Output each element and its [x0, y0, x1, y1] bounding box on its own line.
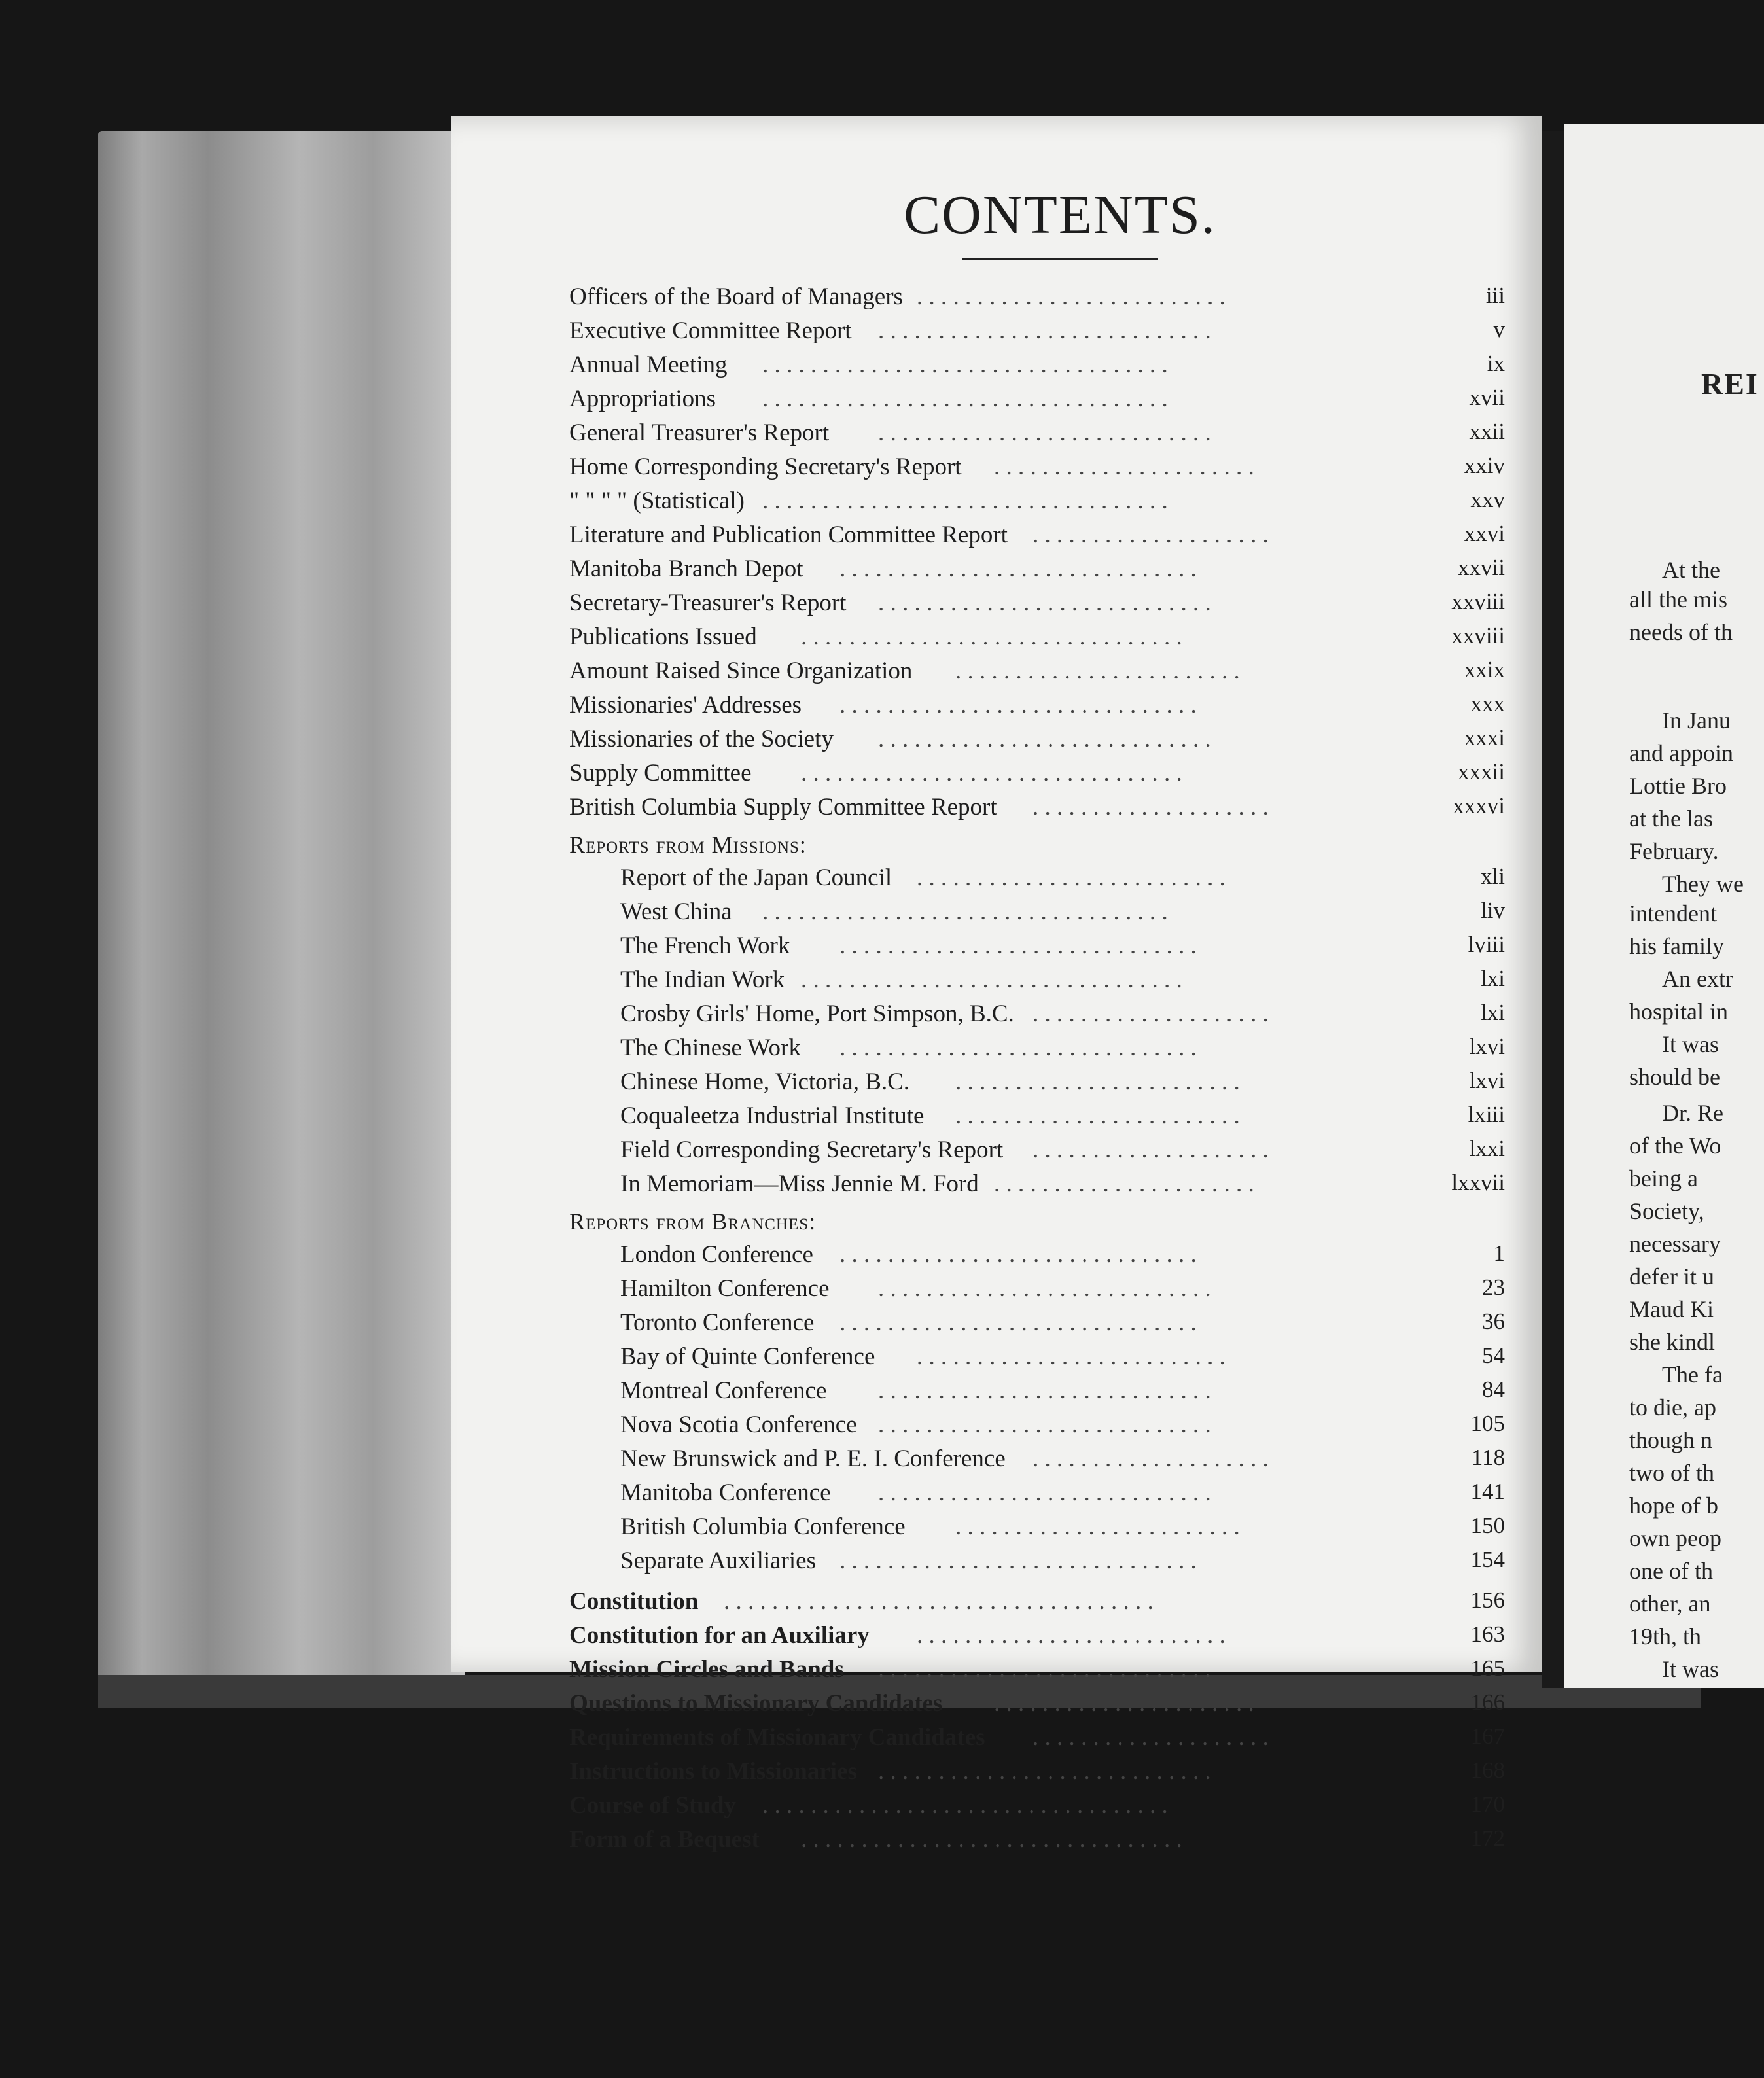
- toc-entry-page: iii: [1485, 283, 1505, 308]
- toc-entry-page: lxxvii: [1451, 1170, 1505, 1195]
- toc-entry-page: lxiii: [1468, 1102, 1505, 1127]
- dot-leader: . . . . . . . . . . . . . . . . . . . . . . . . . . . .: [878, 1479, 1211, 1506]
- toc-entry-label: Secretary-Treasurer's Report: [569, 590, 847, 616]
- toc-entry: [569, 1544, 1505, 1578]
- toc-entry: [569, 756, 1505, 790]
- dot-leader: . . . . . . . . . . . . . . . . . . . . . . . . . . . . . . . . . .: [762, 351, 1168, 378]
- dot-leader: . . . . . . . . . . . . . . . . . . . .: [1032, 1000, 1269, 1027]
- toc-entry-label: In Memoriam—Miss Jennie M. Ford: [620, 1171, 979, 1197]
- toc-entry-label: Requirements of Missionary Candidates: [569, 1724, 985, 1751]
- dot-leader: . . . . . . . . . . . . . . . . . . . .: [1032, 521, 1269, 548]
- toc-section-heading: Reports from Missions:: [569, 832, 807, 858]
- dot-leader: . . . . . . . . . . . . . . . . . . . . . . . . . . . . . .: [839, 555, 1197, 582]
- toc-entry-label: Toronto Conference: [620, 1309, 815, 1336]
- right-page-heading: REI: [1701, 367, 1759, 400]
- right-page-line: to die, ap: [1629, 1394, 1716, 1420]
- toc-entry-page: xxviii: [1451, 589, 1505, 614]
- toc-entry: [569, 552, 1505, 586]
- toc-entry-page: xxviii: [1451, 623, 1505, 648]
- right-page-line: Dr. Re: [1662, 1100, 1723, 1126]
- toc-entry-page: 172: [1470, 1825, 1505, 1851]
- dot-leader: . . . . . . . . . . . . . . . . . . . . . . . .: [955, 658, 1240, 684]
- toc-entry-page: lxxi: [1469, 1136, 1505, 1161]
- dot-leader: . . . . . . . . . . . . . . . . . . . . . . . . . . . . . . . . . .: [762, 1792, 1168, 1819]
- toc-entry: [569, 861, 1505, 895]
- toc-entry-label: West China: [620, 898, 732, 925]
- toc-section-heading: Reports from Branches:: [569, 1208, 817, 1235]
- toc-entry-label: British Columbia Conference: [620, 1513, 906, 1540]
- toc-entry-page: xxvii: [1458, 555, 1505, 580]
- right-page-line: Maud Ki: [1629, 1296, 1714, 1322]
- toc-entry-label: Field Corresponding Secretary's Report: [620, 1136, 1004, 1163]
- right-page-line: of the Wo: [1629, 1133, 1721, 1159]
- dot-leader: . . . . . . . . . . . . . . . . . . . . . . . . . . . . . . . .: [801, 966, 1182, 993]
- right-page-line: The fa: [1662, 1362, 1723, 1388]
- toc-entry-label: Form of a Bequest: [569, 1826, 760, 1853]
- right-page-line: his family: [1629, 933, 1724, 959]
- toc-entry-label: The Indian Work: [620, 966, 785, 993]
- toc-entry-page: liv: [1481, 898, 1505, 923]
- toc-entry: [569, 1755, 1505, 1789]
- right-page-line: though n: [1629, 1427, 1713, 1453]
- dot-leader: . . . . . . . . . . . . . . . . . . . . . . . . . . . .: [878, 1275, 1211, 1302]
- toc-entry-page: lviii: [1468, 932, 1505, 957]
- dot-leader: . . . . . . . . . . . . . . . . . . . . . .: [994, 453, 1254, 480]
- toc-entry-page: ix: [1487, 351, 1505, 376]
- toc-entry: [569, 1099, 1505, 1133]
- right-page-line: intendent: [1629, 900, 1717, 926]
- toc-entry-label: Mission Circles and Bands: [569, 1656, 844, 1683]
- toc-entry: [569, 1031, 1505, 1065]
- dot-leader: . . . . . . . . . . . . . . . . . . . . . . . . . . . . . . . . . .: [762, 385, 1168, 412]
- toc-entry: [569, 1133, 1505, 1167]
- toc-entry: [569, 280, 1505, 314]
- dot-leader: . . . . . . . . . . . . . . . . . . . . . . . . . . . . . . . . . . . .: [724, 1588, 1154, 1615]
- toc-entry-label: General Treasurer's Report: [569, 419, 830, 446]
- toc-entry: [569, 1306, 1505, 1340]
- toc-entry-page: 156: [1470, 1587, 1505, 1613]
- toc-entry-label: Report of the Japan Council: [620, 864, 892, 891]
- dot-leader: . . . . . . . . . . . . . . . . . . . . . . . . . . . .: [878, 590, 1211, 616]
- toc-entry: [569, 1476, 1505, 1510]
- toc-entry-page: xxxvi: [1453, 793, 1505, 819]
- toc-entry: [569, 1585, 1505, 1619]
- right-page-line: In Janu: [1662, 707, 1731, 733]
- toc-entry: [569, 1408, 1505, 1442]
- right-page-line: defer it u: [1629, 1263, 1714, 1290]
- toc-entry: [569, 722, 1505, 756]
- toc-entry-page: xxiv: [1464, 453, 1505, 478]
- toc-entry-label: Coqualeetza Industrial Institute: [620, 1102, 925, 1129]
- toc-entry: [569, 314, 1505, 348]
- right-page-line: should be: [1629, 1064, 1720, 1090]
- dot-leader: . . . . . . . . . . . . . . . . . . . . . . . . . . . .: [878, 726, 1211, 752]
- toc-entry-page: lxi: [1481, 966, 1505, 991]
- dot-leader: . . . . . . . . . . . . . . . . . . . .: [1032, 1445, 1269, 1472]
- toc-entry-label: Montreal Conference: [620, 1377, 827, 1404]
- book-page-edges: [98, 131, 465, 1701]
- toc-entry: [569, 997, 1505, 1031]
- dot-leader: . . . . . . . . . . . . . . . . . . . .: [1032, 794, 1269, 820]
- toc-entry-page: 167: [1470, 1723, 1505, 1749]
- toc-entry-label: " " " " (Statistical): [569, 487, 745, 514]
- toc-entry-page: 170: [1470, 1791, 1505, 1817]
- toc-entry: [569, 1167, 1505, 1201]
- right-page-line: at the las: [1629, 805, 1713, 832]
- dot-leader: . . . . . . . . . . . . . . . . . . . . . . . . . .: [917, 864, 1226, 891]
- toc-entry-label: Publications Issued: [569, 624, 757, 650]
- toc-entry: [569, 1238, 1505, 1272]
- toc-entry-page: lxi: [1481, 1000, 1505, 1025]
- dot-leader: . . . . . . . . . . . . . . . . . . . . . . . . . . . . . . . . . .: [762, 898, 1168, 925]
- dot-leader: . . . . . . . . . . . . . . . . . . . .: [1032, 1724, 1269, 1751]
- dot-leader: . . . . . . . . . . . . . . . . . . . . . . . . . . . . . . . .: [801, 624, 1182, 650]
- toc-entry-page: v: [1493, 317, 1505, 342]
- toc-entry: [569, 1789, 1505, 1823]
- right-page-line: They we: [1662, 871, 1744, 897]
- toc-entry-page: 84: [1482, 1377, 1505, 1402]
- toc-entry: [569, 1442, 1505, 1476]
- dot-leader: . . . . . . . . . . . . . . . . . . . . . . . .: [955, 1513, 1240, 1540]
- toc-entry-page: xxx: [1470, 691, 1505, 716]
- dot-leader: . . . . . . . . . . . . . . . . . . . . . . . . . . . . . . . . . .: [762, 487, 1168, 514]
- right-page-line: At the: [1662, 557, 1720, 583]
- dot-leader: . . . . . . . . . . . . . . . . . . . . . . . . . . . .: [878, 1377, 1211, 1404]
- toc-entry: [569, 1510, 1505, 1544]
- toc-entry: [569, 586, 1505, 620]
- toc-entry-page: 118: [1471, 1445, 1505, 1470]
- toc-entry-label: Missionaries' Addresses: [569, 692, 802, 718]
- toc-entry: [569, 1340, 1505, 1374]
- toc-entry-label: Nova Scotia Conference: [620, 1411, 857, 1438]
- right-page-line: one of th: [1629, 1558, 1713, 1584]
- toc-entry: [569, 895, 1505, 929]
- toc-entry-label: Supply Committee: [569, 760, 752, 786]
- book-gutter: [1542, 131, 1564, 1688]
- right-page-line: hope of b: [1629, 1492, 1718, 1519]
- dot-leader: . . . . . . . . . . . . . . . . . . . . . . . . . . . . . .: [839, 1241, 1197, 1268]
- right-page-line: needs of th: [1629, 619, 1733, 645]
- right-page-line: being a: [1629, 1165, 1698, 1191]
- toc-entry-label: Missionaries of the Society: [569, 726, 834, 752]
- dot-leader: . . . . . . . . . . . . . . . . . . . . . . . . . . . . . .: [839, 1309, 1197, 1336]
- right-page-line: she kindl: [1629, 1329, 1715, 1355]
- toc-entry-page: 36: [1482, 1309, 1505, 1334]
- toc-entry: [569, 348, 1505, 382]
- toc-entry-page: xxv: [1470, 487, 1505, 512]
- dot-leader: . . . . . . . . . . . . . . . . . . . . . . . . . . . . . .: [839, 1034, 1197, 1061]
- toc-entry: [569, 484, 1505, 518]
- right-page-line: Lottie Bro: [1629, 773, 1727, 799]
- right-page-line: two of th: [1629, 1460, 1714, 1486]
- dot-leader: . . . . . . . . . . . . . . . . . . . . . . . . . . . .: [878, 1411, 1211, 1438]
- toc-entry-page: xxxii: [1458, 759, 1505, 784]
- dot-leader: . . . . . . . . . . . . . . . . . . . . . . . . . .: [917, 1622, 1226, 1649]
- right-page-line: own peop: [1629, 1525, 1721, 1551]
- toc-entry: [569, 1374, 1505, 1408]
- toc-entry: [569, 1653, 1505, 1687]
- toc-entry-label: Crosby Girls' Home, Port Simpson, B.C.: [620, 1000, 1014, 1027]
- spacer: [569, 1578, 1505, 1585]
- dot-leader: . . . . . . . . . . . . . . . . . . . . . . . . . . . .: [878, 419, 1211, 446]
- toc-entry-label: The Chinese Work: [620, 1034, 801, 1061]
- toc-entry-label: Questions to Missionary Candidates: [569, 1690, 943, 1717]
- toc-entry-label: Executive Committee Report: [569, 317, 852, 344]
- toc-entry: [569, 1272, 1505, 1306]
- toc-entry-page: 54: [1482, 1343, 1505, 1368]
- toc-entry-label: Manitoba Conference: [620, 1479, 831, 1506]
- toc-entry-page: 150: [1470, 1513, 1505, 1538]
- toc-entry-page: 105: [1470, 1411, 1505, 1436]
- dot-leader: . . . . . . . . . . . . . . . . . . . . . . . .: [955, 1102, 1240, 1129]
- contents-heading-block: [824, 183, 1296, 260]
- right-page-line: all the mis: [1629, 586, 1727, 612]
- toc-entry-page: xxxi: [1464, 725, 1505, 750]
- dot-leader: . . . . . . . . . . . . . . . . . . . . . .: [994, 1171, 1254, 1197]
- toc-entry-label: Amount Raised Since Organization: [569, 658, 913, 684]
- toc-entry: [569, 1823, 1505, 1857]
- toc-entry-label: Hamilton Conference: [620, 1275, 830, 1302]
- toc-entry-page: 163: [1470, 1621, 1505, 1647]
- dot-leader: . . . . . . . . . . . . . . . . . . . . . . . . . . . . . .: [839, 932, 1197, 959]
- toc-entry-label: Home Corresponding Secretary's Report: [569, 453, 962, 480]
- dot-leader: . . . . . . . . . . . . . . . . . . . .: [1032, 1136, 1269, 1163]
- right-page-line: necessary: [1629, 1231, 1721, 1257]
- toc-entry: [569, 654, 1505, 688]
- dot-leader: . . . . . . . . . . . . . . . . . . . . . . . . . . . . . .: [839, 692, 1197, 718]
- toc-entry: [569, 963, 1505, 997]
- dot-leader: . . . . . . . . . . . . . . . . . . . . . . . . . .: [917, 1343, 1226, 1370]
- toc-entry-page: 1: [1493, 1241, 1505, 1266]
- toc-entry: [569, 790, 1505, 824]
- toc-entry-page: 165: [1470, 1655, 1505, 1681]
- toc-entry-page: xli: [1481, 864, 1505, 889]
- right-page-line: and appoin: [1629, 740, 1733, 766]
- toc-entry-page: 141: [1470, 1479, 1505, 1504]
- dot-leader: . . . . . . . . . . . . . . . . . . . . . . . .: [955, 1068, 1240, 1095]
- right-page-line: An extr: [1662, 966, 1733, 992]
- dot-leader: . . . . . . . . . . . . . . . . . . . . . . . . . . . .: [878, 317, 1211, 344]
- page-title: CONTENTS.: [904, 185, 1216, 245]
- toc-entry-page: lxvi: [1469, 1068, 1505, 1093]
- toc-entry: [569, 620, 1505, 654]
- toc-entry-label: The French Work: [620, 932, 790, 959]
- toc-entry-page: 168: [1470, 1757, 1505, 1783]
- toc-entry: [569, 382, 1505, 416]
- dot-leader: . . . . . . . . . . . . . . . . . . . . . . . . . .: [917, 283, 1226, 310]
- toc-entry-label: Manitoba Branch Depot: [569, 555, 803, 582]
- toc-entry: [569, 1687, 1505, 1721]
- toc-entry: [569, 416, 1505, 450]
- toc-entry-label: Constitution: [569, 1588, 699, 1615]
- right-page-line: It was: [1662, 1656, 1719, 1682]
- toc-entry: [569, 1721, 1505, 1755]
- toc-entry-label: Appropriations: [569, 385, 716, 412]
- toc-entry-page: xxii: [1469, 419, 1505, 444]
- dot-leader: . . . . . . . . . . . . . . . . . . . . . .: [994, 1690, 1254, 1717]
- table-of-contents: [569, 280, 1505, 1857]
- toc-entry-page: 23: [1482, 1275, 1505, 1300]
- title-rule: [962, 258, 1158, 260]
- dot-leader: . . . . . . . . . . . . . . . . . . . . . . . . . . . .: [878, 1758, 1211, 1785]
- toc-entry-label: British Columbia Supply Committee Report: [569, 794, 997, 820]
- dot-leader: . . . . . . . . . . . . . . . . . . . . . . . . . . . .: [878, 1656, 1211, 1683]
- toc-entry-label: Bay of Quinte Conference: [620, 1343, 875, 1370]
- right-page-line: It was: [1662, 1031, 1719, 1057]
- toc-entry: [569, 518, 1505, 552]
- toc-entry: [569, 929, 1505, 963]
- dot-leader: . . . . . . . . . . . . . . . . . . . . . . . . . . . . . .: [839, 1547, 1197, 1574]
- toc-entry-label: Officers of the Board of Managers: [569, 283, 903, 310]
- toc-entry-label: London Conference: [620, 1241, 813, 1268]
- right-page-line: 19th, th: [1629, 1623, 1702, 1649]
- toc-entry-label: Course of Study: [569, 1792, 736, 1819]
- toc-entry-label: Instructions to Missionaries: [569, 1758, 857, 1785]
- toc-entry-label: Constitution for an Auxiliary: [569, 1622, 870, 1649]
- right-page-line: other, an: [1629, 1591, 1711, 1617]
- toc-entry-label: Chinese Home, Victoria, B.C.: [620, 1068, 910, 1095]
- toc-entry-page: 166: [1470, 1689, 1505, 1715]
- toc-entry-page: xvii: [1469, 385, 1505, 410]
- dot-leader: . . . . . . . . . . . . . . . . . . . . . . . . . . . . . . . .: [801, 760, 1182, 786]
- right-page-line: Society,: [1629, 1198, 1704, 1224]
- toc-entry-page: lxvi: [1469, 1034, 1505, 1059]
- toc-entry-page: xxix: [1464, 657, 1505, 682]
- toc-entry-label: New Brunswick and P. E. I. Conference: [620, 1445, 1006, 1472]
- toc-entry-label: Annual Meeting: [569, 351, 728, 378]
- toc-entry: [569, 1619, 1505, 1653]
- toc-entry: [569, 450, 1505, 484]
- toc-entry: [569, 688, 1505, 722]
- right-page-line: hospital in: [1629, 998, 1728, 1025]
- right-page-line: February.: [1629, 838, 1719, 864]
- dot-leader: . . . . . . . . . . . . . . . . . . . . . . . . . . . . . . . .: [801, 1826, 1182, 1853]
- toc-entry-page: 154: [1470, 1547, 1505, 1572]
- toc-entry-page: xxvi: [1464, 521, 1505, 546]
- toc-entry: [569, 1065, 1505, 1099]
- toc-entry-label: Separate Auxiliaries: [620, 1547, 816, 1574]
- toc-entry-label: Literature and Publication Committee Report: [569, 521, 1008, 548]
